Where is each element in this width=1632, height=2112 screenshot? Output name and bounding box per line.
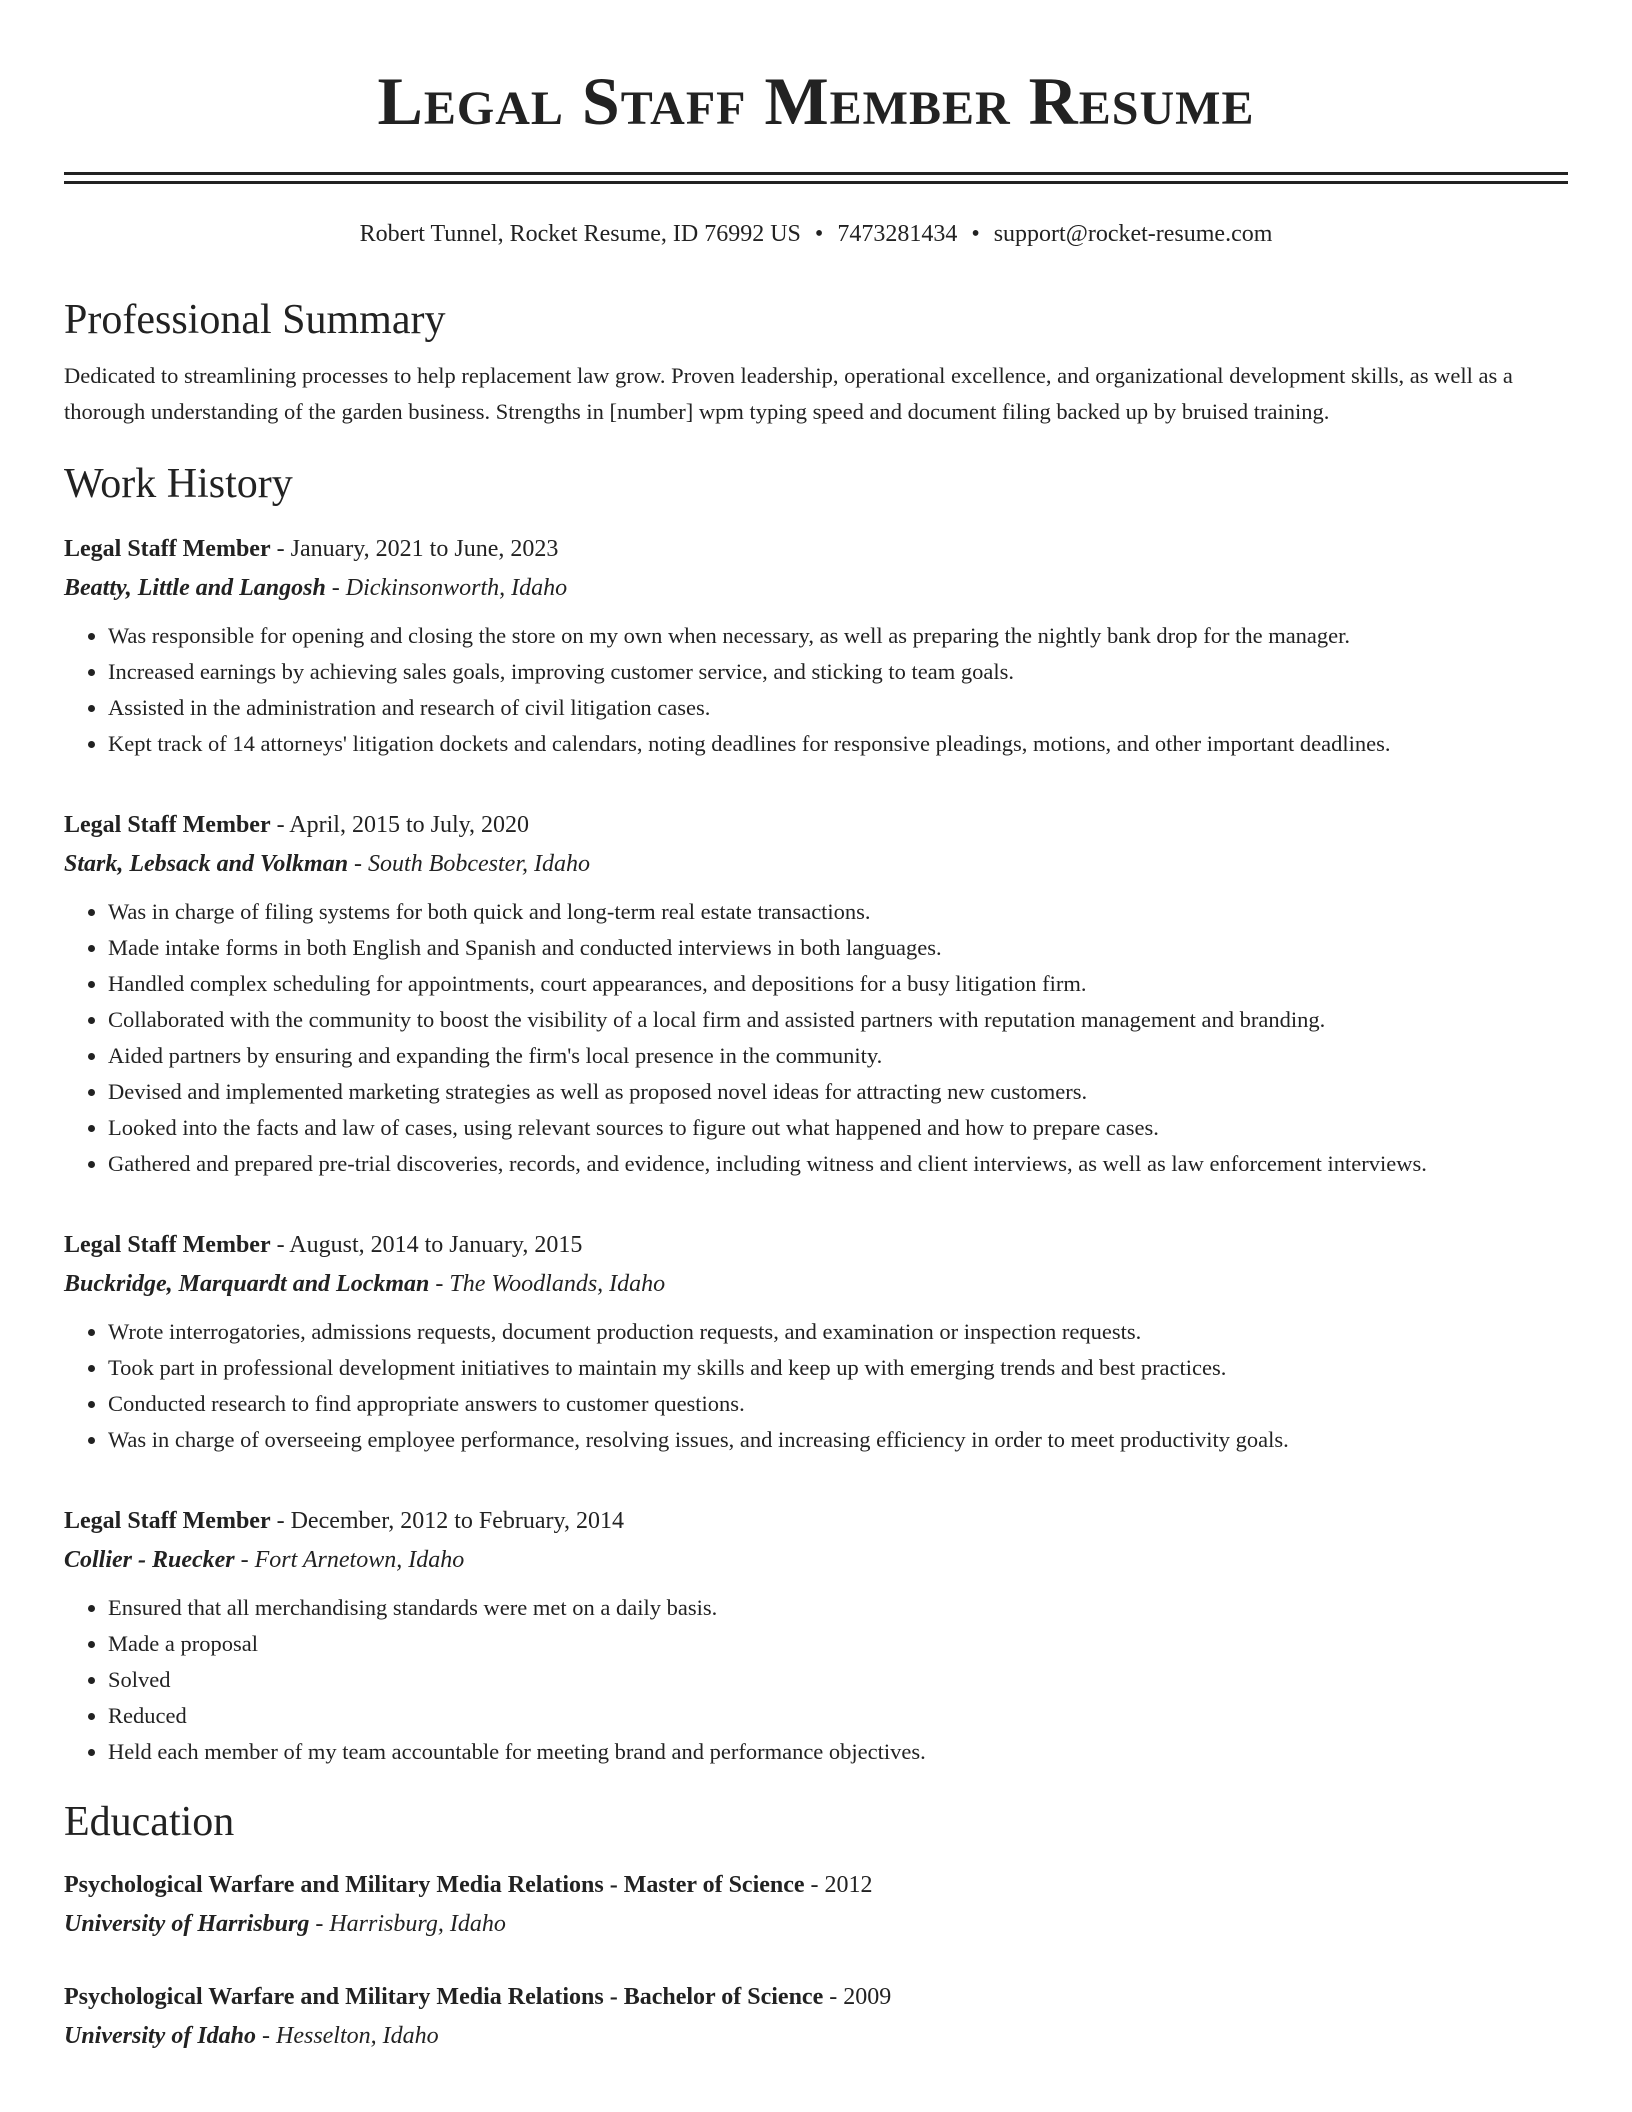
job-entry — [64, 1226, 1568, 1458]
job-bullet: • Was in charge of overseeing employee performance, resolving issues, and increasing efficiency in order to meet productivity goals. — [108, 1422, 1568, 1458]
job-bullet: • Was responsible for opening and closing the store on my own when necessary, as well as preparing the nightly bank drop for the manager. — [108, 618, 1568, 654]
job-location: - Fort Arnetown, Idaho — [234, 1547, 465, 1573]
education-entry — [64, 1866, 1568, 1944]
job-company: Stark, Lebsack and Volkman — [64, 851, 349, 877]
job-entry — [64, 530, 1568, 762]
education-year: - 2012 — [804, 1872, 873, 1898]
job-bullet: • Gathered and prepared pre-trial discoveries, records, and evidence, including witness and client interviews, as well as law enforcement interviews. — [108, 1146, 1568, 1182]
job-location: - The Woodlands, Idaho — [429, 1271, 666, 1297]
job-title: Legal Staff Member — [64, 1508, 271, 1534]
education-degree: Psychological Warfare and Military Media Relations - Master of Science — [64, 1872, 805, 1898]
education-heading: Education — [64, 1799, 235, 1845]
job-bullet: • Ensured that all merchandising standards were met on a daily basis. — [108, 1590, 1568, 1626]
job-company-line — [64, 1264, 1568, 1304]
job-entry — [64, 806, 1568, 1182]
summary-heading: Professional Summary — [64, 297, 446, 343]
job-dates: - August, 2014 to January, 2015 — [270, 1232, 583, 1258]
work-history-list — [64, 530, 1568, 1770]
job-bullet: • Was in charge of filing systems for both quick and long-term real estate transactions. — [108, 894, 1568, 930]
education-school: University of Harrisburg — [64, 1911, 310, 1937]
job-dates: - April, 2015 to July, 2020 — [270, 812, 530, 838]
contact-phone: 7473281434 — [837, 221, 958, 247]
job-company-line — [64, 1540, 1568, 1580]
job-bullets — [64, 618, 1568, 762]
education-school-line — [64, 1904, 1568, 1944]
work-history-heading: Work History — [64, 461, 293, 507]
job-bullet: • Assisted in the administration and research of civil litigation cases. — [108, 690, 1568, 726]
job-bullet: • Devised and implemented marketing strategies as well as proposed novel ideas for attracting new customers. — [108, 1074, 1568, 1110]
job-bullet: • Solved — [108, 1662, 1568, 1698]
contact-address: Robert Tunnel, Rocket Resume, ID 76992 US — [359, 221, 801, 247]
job-dates: - December, 2012 to February, 2014 — [270, 1508, 624, 1534]
contact-separator: • — [971, 221, 980, 247]
resume-title: Legal Staff Member Resume — [377, 63, 1255, 139]
job-bullets — [64, 1314, 1568, 1458]
job-dates: - January, 2021 to June, 2023 — [270, 536, 559, 562]
job-bullet: • Made a proposal — [108, 1626, 1568, 1662]
title-divider-bottom — [64, 181, 1568, 184]
education-list — [64, 1866, 1568, 2056]
job-title: Legal Staff Member — [64, 812, 271, 838]
education-location: - Hesselton, Idaho — [256, 2023, 439, 2049]
job-location: - South Bobcester, Idaho — [348, 851, 591, 877]
job-location: - Dickinsonworth, Idaho — [325, 575, 568, 601]
job-header — [64, 806, 1568, 844]
job-bullet: • Kept track of 14 attorneys' litigation dockets and calendars, noting deadlines for responsive pleadings, motions, and other important deadlines. — [108, 726, 1568, 762]
job-bullet: • Held each member of my team accountable for meeting brand and performance objectives. — [108, 1734, 1568, 1770]
contact-email: support@rocket-resume.com — [993, 221, 1273, 247]
education-header — [64, 1866, 1568, 1904]
job-bullet: • Aided partners by ensuring and expanding the firm's local presence in the community. — [108, 1038, 1568, 1074]
job-bullet: • Collaborated with the community to boost the visibility of a local firm and assisted partners with reputation management and branding. — [108, 1002, 1568, 1038]
job-bullet: • Wrote interrogatories, admissions requests, document production requests, and examination or inspection requests. — [108, 1314, 1568, 1350]
job-header — [64, 1226, 1568, 1264]
education-school: University of Idaho — [64, 2023, 256, 2049]
job-bullet: • Conducted research to find appropriate answers to customer questions. — [108, 1386, 1568, 1422]
job-company: Beatty, Little and Langosh — [64, 575, 326, 601]
job-bullet: • Increased earnings by achieving sales goals, improving customer service, and sticking to team goals. — [108, 654, 1568, 690]
job-bullet: • Reduced — [108, 1698, 1568, 1734]
job-header — [64, 530, 1568, 568]
job-company: Buckridge, Marquardt and Lockman — [64, 1271, 430, 1297]
contact-line — [64, 218, 1568, 250]
education-school-line — [64, 2016, 1568, 2056]
job-company: Collier - Ruecker — [64, 1547, 235, 1573]
job-company-line — [64, 568, 1568, 608]
job-bullets — [64, 894, 1568, 1182]
education-year: - 2009 — [823, 1984, 892, 2010]
title-divider-top — [64, 172, 1568, 175]
job-bullet: • Handled complex scheduling for appointments, court appearances, and depositions for a busy litigation firm. — [108, 966, 1568, 1002]
job-bullet: • Made intake forms in both English and Spanish and conducted interviews in both languages. — [108, 930, 1568, 966]
summary-text: Dedicated to streamlining processes to help replacement law grow. Proven leadership, operational excellence, and organizational development skills, as well as a thorough understanding of the garden business. Strengths in [number] wpm typing speed and document filing backed up by bruised training. — [64, 363, 1513, 424]
job-company-line — [64, 844, 1568, 884]
job-header — [64, 1502, 1568, 1540]
job-title: Legal Staff Member — [64, 536, 271, 562]
job-title: Legal Staff Member — [64, 1232, 271, 1258]
job-entry — [64, 1502, 1568, 1770]
job-bullet: • Looked into the facts and law of cases, using relevant sources to figure out what happened and how to prepare cases. — [108, 1110, 1568, 1146]
contact-separator: • — [814, 221, 824, 247]
education-header — [64, 1978, 1568, 2016]
education-location: - Harrisburg, Idaho — [309, 1911, 506, 1937]
job-bullets — [64, 1590, 1568, 1770]
job-bullet: • Took part in professional development initiatives to maintain my skills and keep up with emerging trends and best practices. — [108, 1350, 1568, 1386]
education-entry — [64, 1978, 1568, 2056]
education-degree: Psychological Warfare and Military Media Relations - Bachelor of Science — [64, 1984, 824, 2010]
